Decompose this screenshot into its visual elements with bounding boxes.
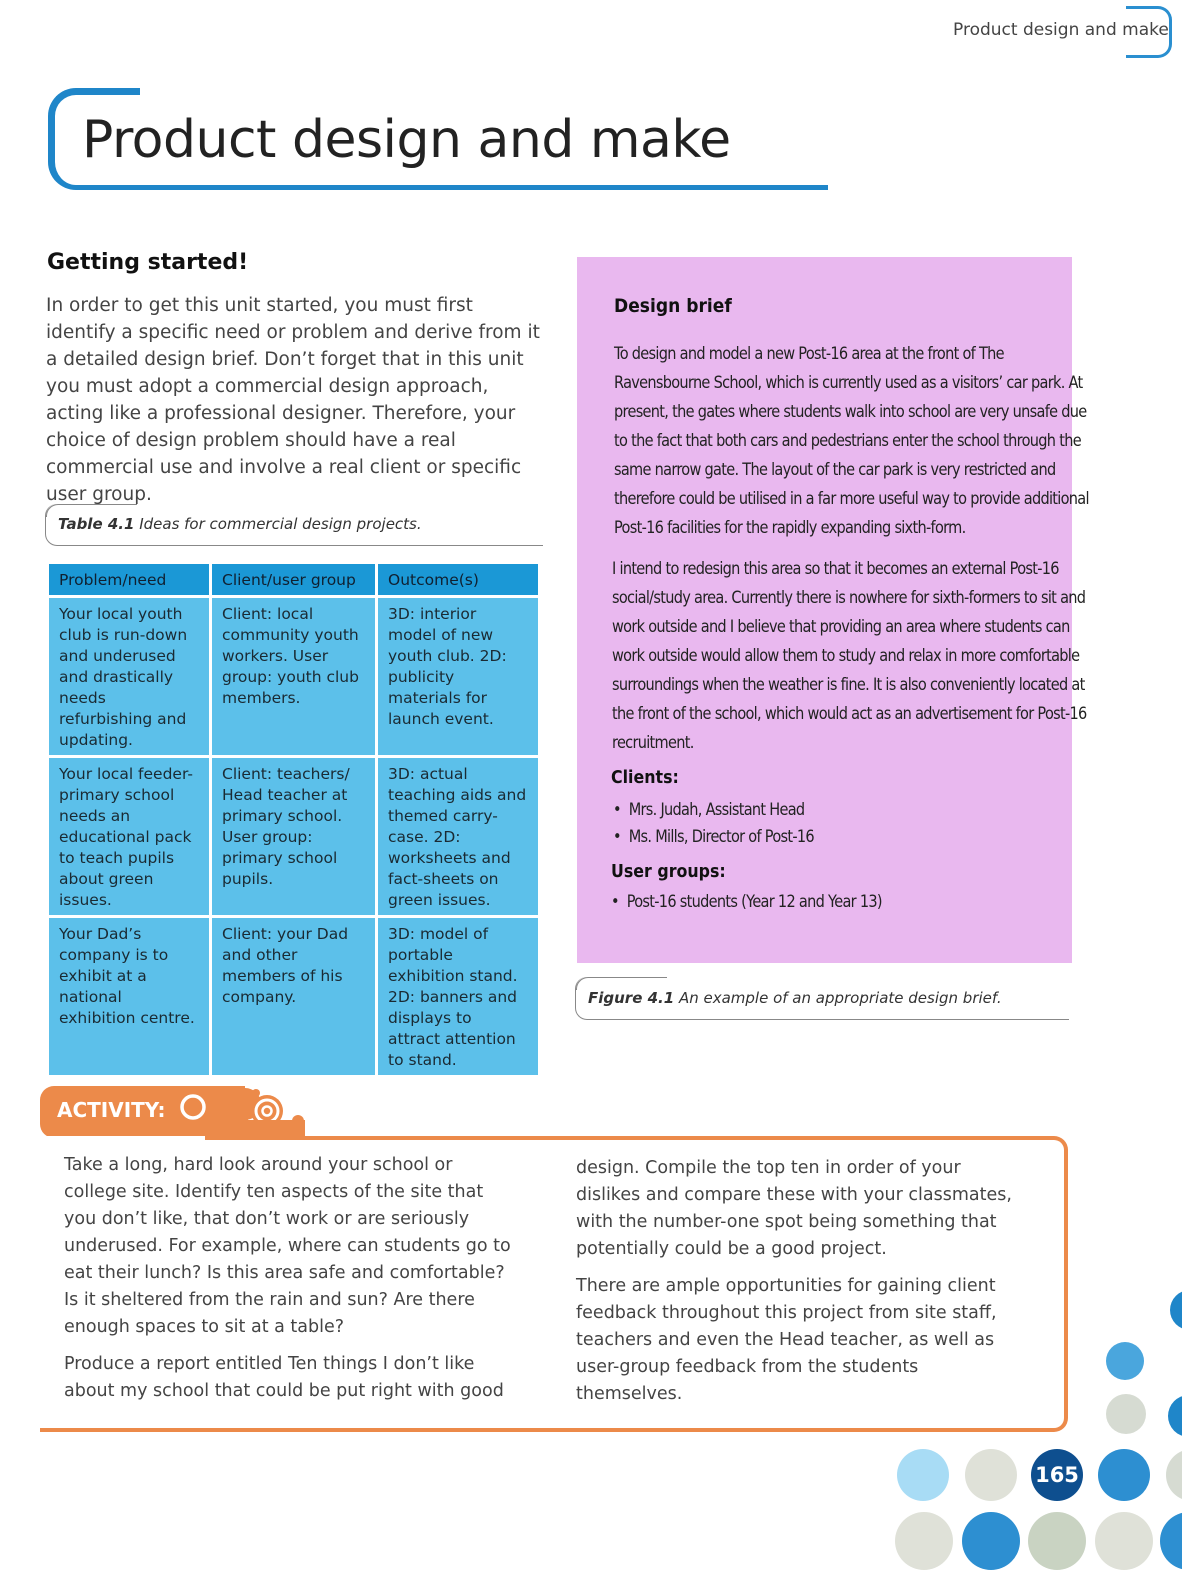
table-caption-label: Table 4.1 — [58, 515, 135, 533]
running-header: Product design and make — [953, 20, 1169, 40]
client-item: • Ms. Mills, Director of Post-16 — [613, 827, 814, 846]
column-header: Problem/need — [48, 563, 211, 597]
activity-paragraph: Take a long, hard look around your school or college site. Identify ten aspects of the site that you don’t like, that don’t work or are seriously underused. For example, where can students go to eat their lunch? Is this area safe and comfortable? Is it sheltered from the rain and sun? Are there enough spaces to sit at a table? — [64, 1155, 511, 1337]
decorative-dot — [1170, 1290, 1182, 1330]
decorative-dot — [1106, 1394, 1146, 1434]
table-cell: 3D: actual teaching aids and themed carry-case. 2D: worksheets and fact-sheets on green issues. — [377, 757, 540, 917]
ideas-table — [46, 561, 541, 1078]
table-caption-text: Ideas for commercial design projects. — [139, 515, 422, 533]
figure-caption-text: An example of an appropriate design brief. — [678, 989, 1002, 1007]
decorative-dot — [897, 1449, 949, 1501]
table-cell: Client: teachers/ Head teacher at primary school. User group: primary school pupils. — [211, 757, 377, 917]
figure-caption-label: Figure 4.1 — [588, 989, 675, 1007]
table-cell: 3D: model of portable exhibition stand. 2D: banners and displays to attract attention to stand. — [377, 917, 540, 1077]
client-name: Ms. Mills, Director of Post-16 — [628, 827, 814, 846]
activity-label: ACTIVITY: — [57, 1098, 166, 1122]
user-groups-heading: User groups: — [611, 861, 726, 882]
decorative-dot — [1098, 1449, 1150, 1501]
table-row — [48, 597, 540, 757]
client-name: Mrs. Judah, Assistant Head — [628, 800, 805, 819]
design-brief-figure — [577, 257, 1089, 963]
table-row — [48, 917, 540, 1077]
activity-paragraph: design. Compile the top ten in order of your dislikes and compare these with your classmates, with the number-one spot being something that potentially could be a good project. — [576, 1158, 1012, 1259]
activity-paragraph: Produce a report entitled Ten things I don’t like about my school that could be put right with good — [64, 1354, 504, 1401]
decorative-dot — [965, 1449, 1017, 1501]
design-brief-paragraph: To design and model a new Post-16 area at the front of The Ravensbourne School, which is currently used as a visitors’ car park. At present, the gates where students walk into school are very unsafe due to the fact that both cars and pedestrians enter the school through the same narrow gate. The layout of the car park is very restricted and therefore could be utilised in a far more useful way to provide additional Post-16 facilities for the rapidly expanding sixth-form. — [614, 344, 1089, 537]
header-bracket — [1126, 6, 1172, 58]
table-row — [48, 757, 540, 917]
activity-paragraph: There are ample opportunities for gaining client feedback throughout this project from site staff, teachers and even the Head teacher, as well as user-group feedback from the students themselves. — [576, 1276, 997, 1404]
figure-caption — [575, 977, 1069, 1020]
decorative-dot — [1160, 1512, 1182, 1570]
decorative-dot — [962, 1512, 1020, 1570]
intro-paragraph: In order to get this unit started, you must first identify a specific need or problem and derive from it a detailed design brief. Don’t forget that in this unit you must adopt a commercial design approach, acting like a professional designer. Therefore, your choice of design problem should have a real commercial use and involve a real client or specific user group. — [46, 295, 540, 505]
decorative-dot — [1168, 1395, 1182, 1437]
table-cell: 3D: interior model of new youth club. 2D: publicity materials for launch event. — [377, 597, 540, 757]
decorative-dot — [1106, 1342, 1144, 1380]
section-heading: Getting started! — [47, 250, 249, 275]
page-title: Product design and make — [82, 110, 731, 170]
table-cell: Client: your Dad and other members of his company. — [211, 917, 377, 1077]
design-brief-paragraph: I intend to redesign this area so that it becomes an external Post-16 social/study area. Currently there is nowhere for sixth-formers to sit and work outside and I believe that providing an area where students can work outside would allow them to study and relax in more comfortable surroundings when the weather is fine. It is also conveniently located at the front of the school, which would act as an advertisement for Post-16 recruitment. — [612, 559, 1087, 752]
user-group-item: • Post-16 students (Year 12 and Year 13) — [611, 892, 882, 911]
decorative-dot — [1166, 1449, 1182, 1501]
table-cell: Client: local community youth workers. User group: youth club members. — [211, 597, 377, 757]
column-header: Client/user group — [211, 563, 377, 597]
table-header-row — [48, 563, 540, 597]
activity-banner-tail — [205, 1120, 305, 1140]
column-header: Outcome(s) — [377, 563, 540, 597]
table-cell: Your local youth club is run-down and underused and drastically needs refurbishing and updating. — [48, 597, 211, 757]
table-cell: Your local feeder-primary school needs an educational pack to teach pupils about green issues. — [48, 757, 211, 917]
user-group-name: Post-16 students (Year 12 and Year 13) — [626, 892, 882, 911]
table-caption — [45, 504, 543, 546]
table-cell: Your Dad’s company is to exhibit at a national exhibition centre. — [48, 917, 211, 1077]
decorative-dot — [1095, 1512, 1153, 1570]
decorative-dot — [895, 1512, 953, 1570]
page-number: 165 — [1031, 1449, 1083, 1501]
design-brief-heading: Design brief — [614, 295, 732, 317]
clients-heading: Clients: — [611, 767, 679, 788]
decorative-dot — [1028, 1512, 1086, 1570]
client-item: • Mrs. Judah, Assistant Head — [613, 800, 805, 819]
